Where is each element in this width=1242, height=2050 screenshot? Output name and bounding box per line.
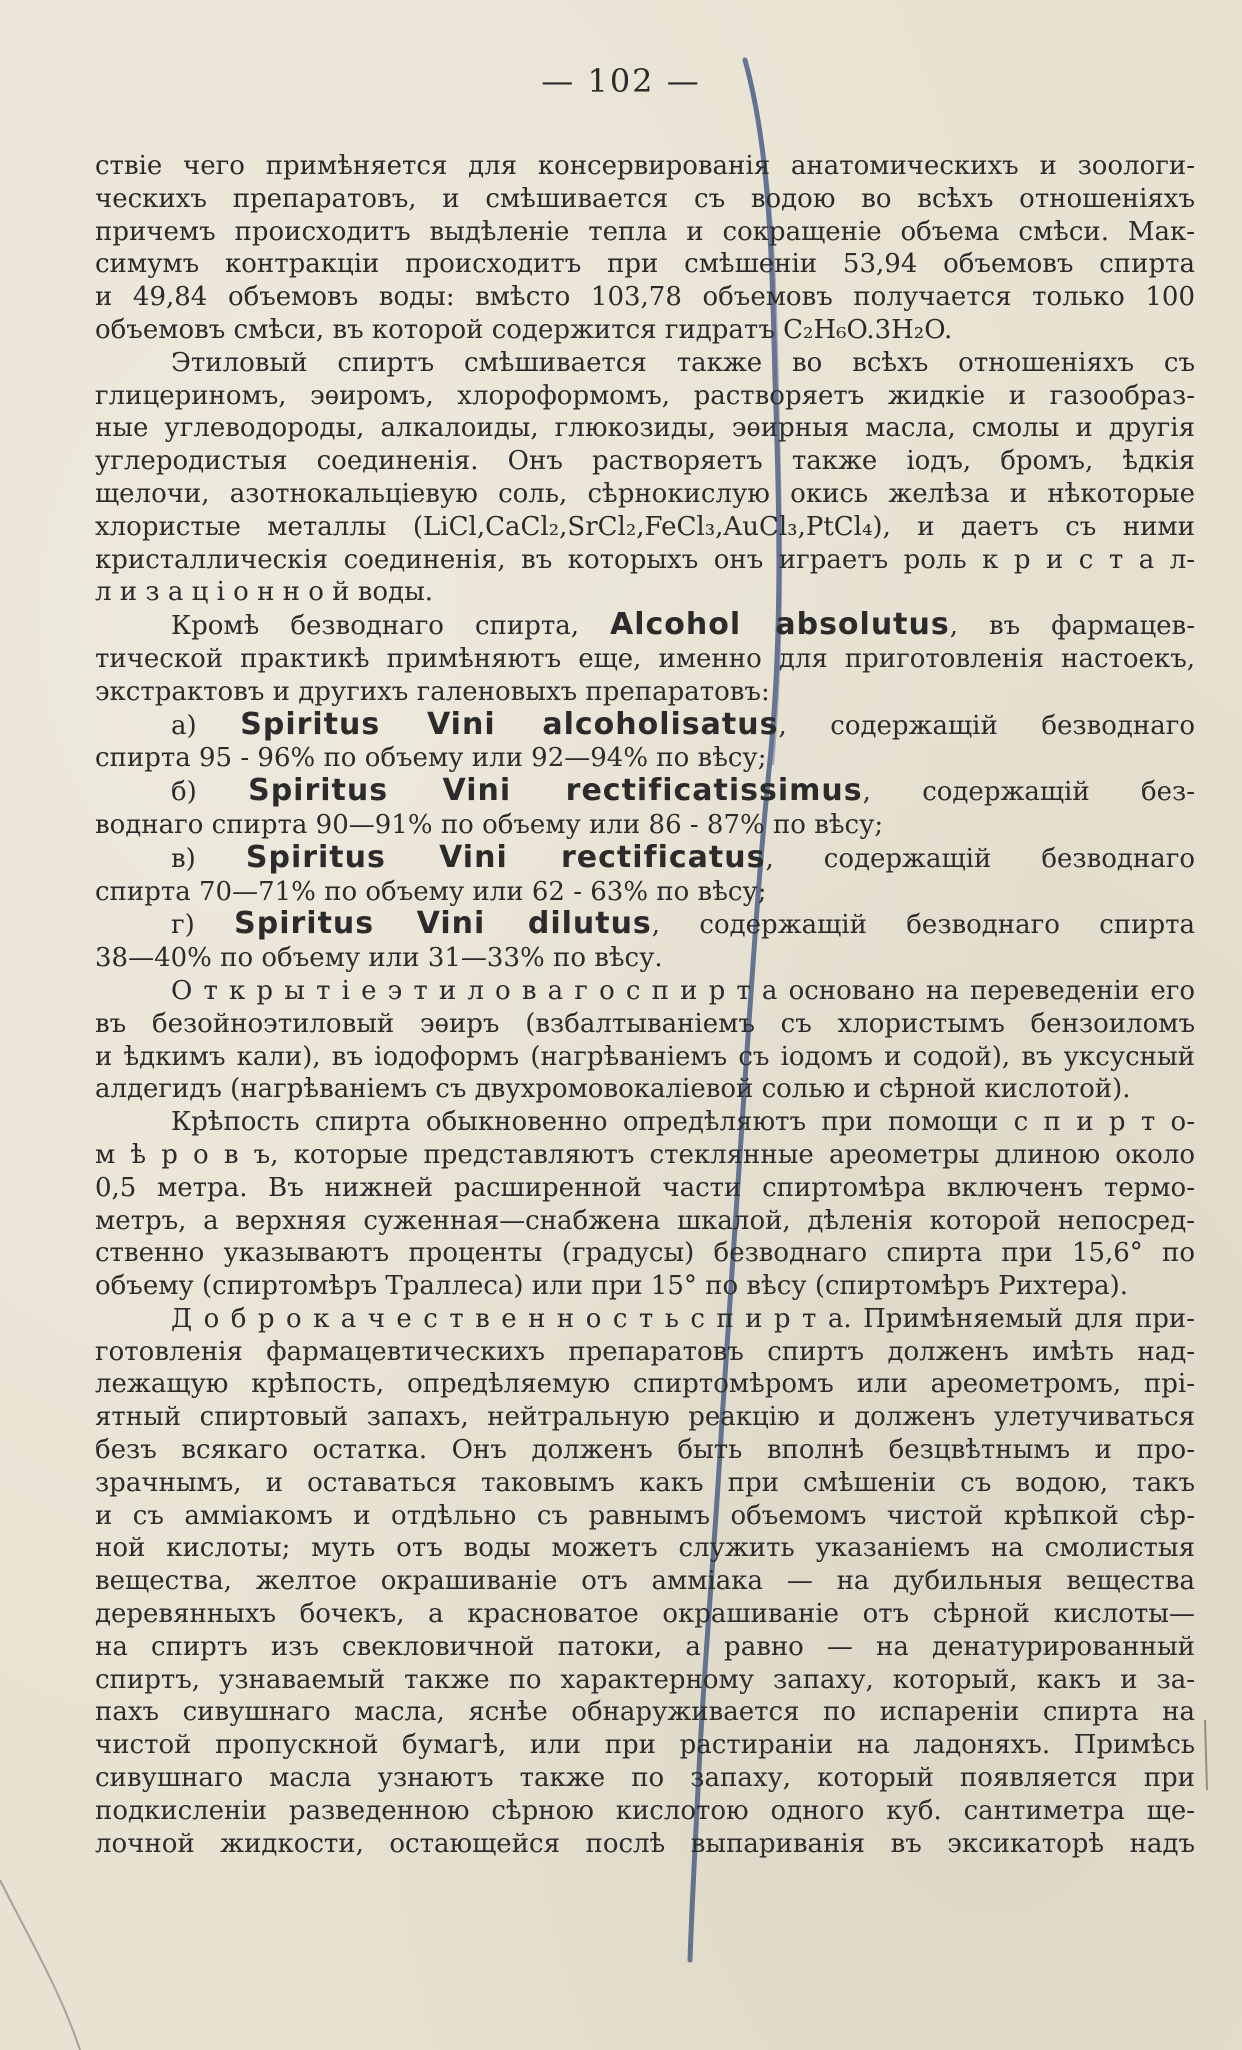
spiritus-list bbox=[95, 709, 1195, 975]
text-line: Д о б р о к а ч е с т в е н н о с т ь с п и р т а. Примѣняемый для при- bbox=[171, 1303, 1195, 1334]
page-number: — 102 — bbox=[541, 62, 701, 100]
text-line: готовленія фармацевтическихъ препаратовъ спиртъ долженъ имѣть над- bbox=[95, 1336, 1195, 1367]
text-line: м ѣ р о в ъ, которые представляютъ стеклянные ареометры длиною около bbox=[95, 1139, 1195, 1170]
text-line: зрачнымъ, и оставаться таковымъ какъ при смѣшеніи съ водою, такъ bbox=[95, 1467, 1195, 1498]
alcohol-absolutus-line: Кромѣ безводнаго спирта, Alcohol absolutus, въ фармацев- bbox=[171, 609, 1195, 643]
paragraph-block-3 bbox=[95, 975, 1195, 1861]
text-line: и 49,84 объемовъ воды: вмѣсто 103,78 объемовъ получается только 100 bbox=[95, 282, 1195, 313]
spiritus-continuation: спирта 70—71% по объему или 62 - 63% по вѣсу; bbox=[95, 876, 767, 907]
spiritus-item bbox=[95, 908, 1195, 942]
text-line: и съ амміакомъ и отдѣльно съ равнымъ объемомъ чистой крѣпкой сѣр- bbox=[95, 1500, 1195, 1531]
text-line: л и з а ц і о н н о й воды. bbox=[95, 577, 434, 608]
text-line: кристаллическія соединенія, въ которыхъ онъ играетъ роль к р и с т а л- bbox=[95, 544, 1195, 575]
text-line: безъ всякаго остатка. Онъ долженъ быть вполнѣ безцвѣтнымъ и про- bbox=[95, 1435, 1195, 1466]
text-line: подкисленіи разведенною сѣрною кислотою одного куб. сантиметра ще- bbox=[95, 1795, 1195, 1826]
spiritus-description: , содержащій безводнаго bbox=[765, 843, 1195, 874]
spiritus-term: Spiritus Vini rectificatissimus bbox=[248, 775, 863, 809]
text-line: углеродистыя соединенія. Онъ растворяетъ также іодъ, бромъ, ѣдкія bbox=[95, 446, 1195, 477]
text-line: Этиловый спиртъ смѣшивается также во всѣхъ отношеніяхъ съ bbox=[171, 347, 1195, 378]
text-line: экстрактовъ и другихъ галеновыхъ препаратовъ: bbox=[95, 676, 770, 707]
text-line: ные углеводороды, алкалоиды, глюкозиды, эѳирныя масла, смолы и другія bbox=[95, 413, 1195, 444]
text-line: алдегидъ (нагрѣваніемъ съ двухромовокаліевой солью и сѣрной кислотой). bbox=[95, 1074, 1131, 1105]
text-line: ной кислоты; муть отъ воды можетъ служить указаніемъ на смолистыя bbox=[95, 1533, 1195, 1564]
spiritus-item bbox=[95, 709, 1195, 743]
spiritus-description: , содержащій безводнаго спирта bbox=[651, 910, 1195, 941]
spiritus-term: Spiritus Vini dilutus bbox=[234, 908, 652, 942]
text-line: лочной жидкости, остающейся послѣ выпариванія въ эксикаторѣ надъ bbox=[95, 1828, 1195, 1859]
text-line: лежащую крѣпость, опредѣляемую спиртомѣромъ или ареометромъ, прі- bbox=[95, 1369, 1195, 1400]
spiritus-continuation: спирта 95 - 96% по объему или 92—94% по вѣсу; bbox=[95, 743, 767, 774]
spiritus-continuation: 38—40% по объему или 31—33% по вѣсу. bbox=[95, 943, 663, 974]
text-line: Крѣпость спирта обыкновенно опредѣляютъ при помощи с п и р т о- bbox=[171, 1107, 1195, 1138]
text-line: объемовъ смѣси, въ которой содержится гидратъ C₂H₆O.3H₂O. bbox=[95, 314, 953, 345]
list-marker: г) bbox=[171, 910, 195, 941]
text-line: симумъ контракціи происходитъ при смѣшеніи 53,94 объемовъ спирта bbox=[95, 249, 1195, 280]
text-line: объему (спиртомѣръ Траллеса) или при 15° по вѣсу (спиртомѣръ Рихтера). bbox=[95, 1271, 1129, 1302]
text-line: ственно указываютъ проценты (градусы) безводнаго спирта при 15,6° по bbox=[95, 1238, 1195, 1269]
spiritus-item bbox=[95, 842, 1195, 876]
spiritus-description: , содержащій без- bbox=[862, 777, 1195, 808]
text-line: сивушнаго масла узнаютъ также по запаху, который появляется при bbox=[95, 1763, 1195, 1794]
spiritus-term: Spiritus Vini alcoholisatus bbox=[240, 708, 779, 742]
text-line: ческихъ препаратовъ, и смѣшивается съ водою во всѣхъ отношеніяхъ bbox=[95, 183, 1195, 214]
text-line: причемъ происходитъ выдѣленіе тепла и сокращеніе объема смѣси. Мак- bbox=[95, 216, 1195, 247]
body-text bbox=[95, 150, 1195, 1860]
list-marker: в) bbox=[171, 843, 196, 874]
spiritus-description: , содержащій безводнаго bbox=[778, 710, 1195, 741]
text-line: ятный спиртовый запахъ, нейтральную реакцію и долженъ улетучиваться bbox=[95, 1402, 1195, 1433]
text-line: хлористые металлы (LiCl,CaCl₂,SrCl₂,FeCl₃,AuCl₃,PtCl₄), и даетъ съ ними bbox=[95, 511, 1195, 542]
text-line: метръ, а верхняя суженная—снабжена шкалой, дѣленія которой непосред- bbox=[95, 1205, 1195, 1236]
term-alcohol-absolutus: Alcohol absolutus bbox=[610, 609, 950, 643]
text-line: на спиртъ изъ свекловичной патоки, а равно — на денатурированный bbox=[95, 1631, 1195, 1662]
text-line: ствіе чего примѣняется для консервированія анатомическихъ и зоологи- bbox=[95, 151, 1195, 181]
text-line: щелочи, азотнокальціевую соль, сѣрнокислую окись желѣза и нѣкоторые bbox=[95, 478, 1195, 509]
text-line: вещества, желтое окрашиваніе отъ амміака — на дубильныя вещества bbox=[95, 1566, 1195, 1597]
text-line: глицериномъ, эѳиромъ, хлороформомъ, растворяетъ жидкіе и газообраз- bbox=[95, 380, 1195, 411]
spiritus-item bbox=[95, 775, 1195, 809]
text-line: О т к р ы т і е э т и л о в а г о с п и р т а основано на переведеніи его bbox=[171, 975, 1195, 1006]
text-line: чистой пропускной бумагѣ, или при растираніи на ладоняхъ. Примѣсь bbox=[95, 1730, 1195, 1761]
text-line: въ безойноэтиловый эѳиръ (взбалтываніемъ съ хлористымъ бензоиломъ bbox=[95, 1008, 1195, 1039]
text-line: пахъ сивушнаго масла, яснѣе обнаруживается по испареніи спирта на bbox=[95, 1697, 1195, 1728]
list-marker: а) bbox=[171, 710, 197, 741]
spiritus-continuation: воднаго спирта 90—91% по объему или 86 - 87% по вѣсу; bbox=[95, 809, 884, 840]
text-line: тической практикѣ примѣняютъ еще, именно для приготовленія настоекъ, bbox=[95, 643, 1195, 674]
text-line: 0,5 метра. Въ нижней расширенной части спиртомѣра включенъ термо- bbox=[95, 1172, 1195, 1203]
text-line: спиртъ, узнаваемый также по характерному запаху, который, какъ и за- bbox=[95, 1664, 1195, 1695]
text-line: деревянныхъ бочекъ, а красноватое окрашиваніе отъ сѣрной кислоты— bbox=[95, 1599, 1195, 1630]
list-marker: б) bbox=[171, 777, 197, 808]
paragraph-block-1 bbox=[95, 150, 1195, 609]
paragraph-block-2 bbox=[95, 643, 1195, 709]
text-line: и ѣдкимъ кали), въ іодоформъ (нагрѣваніемъ съ іодомъ и содой), въ уксусный bbox=[95, 1041, 1195, 1072]
spiritus-term: Spiritus Vini rectificatus bbox=[245, 841, 766, 875]
